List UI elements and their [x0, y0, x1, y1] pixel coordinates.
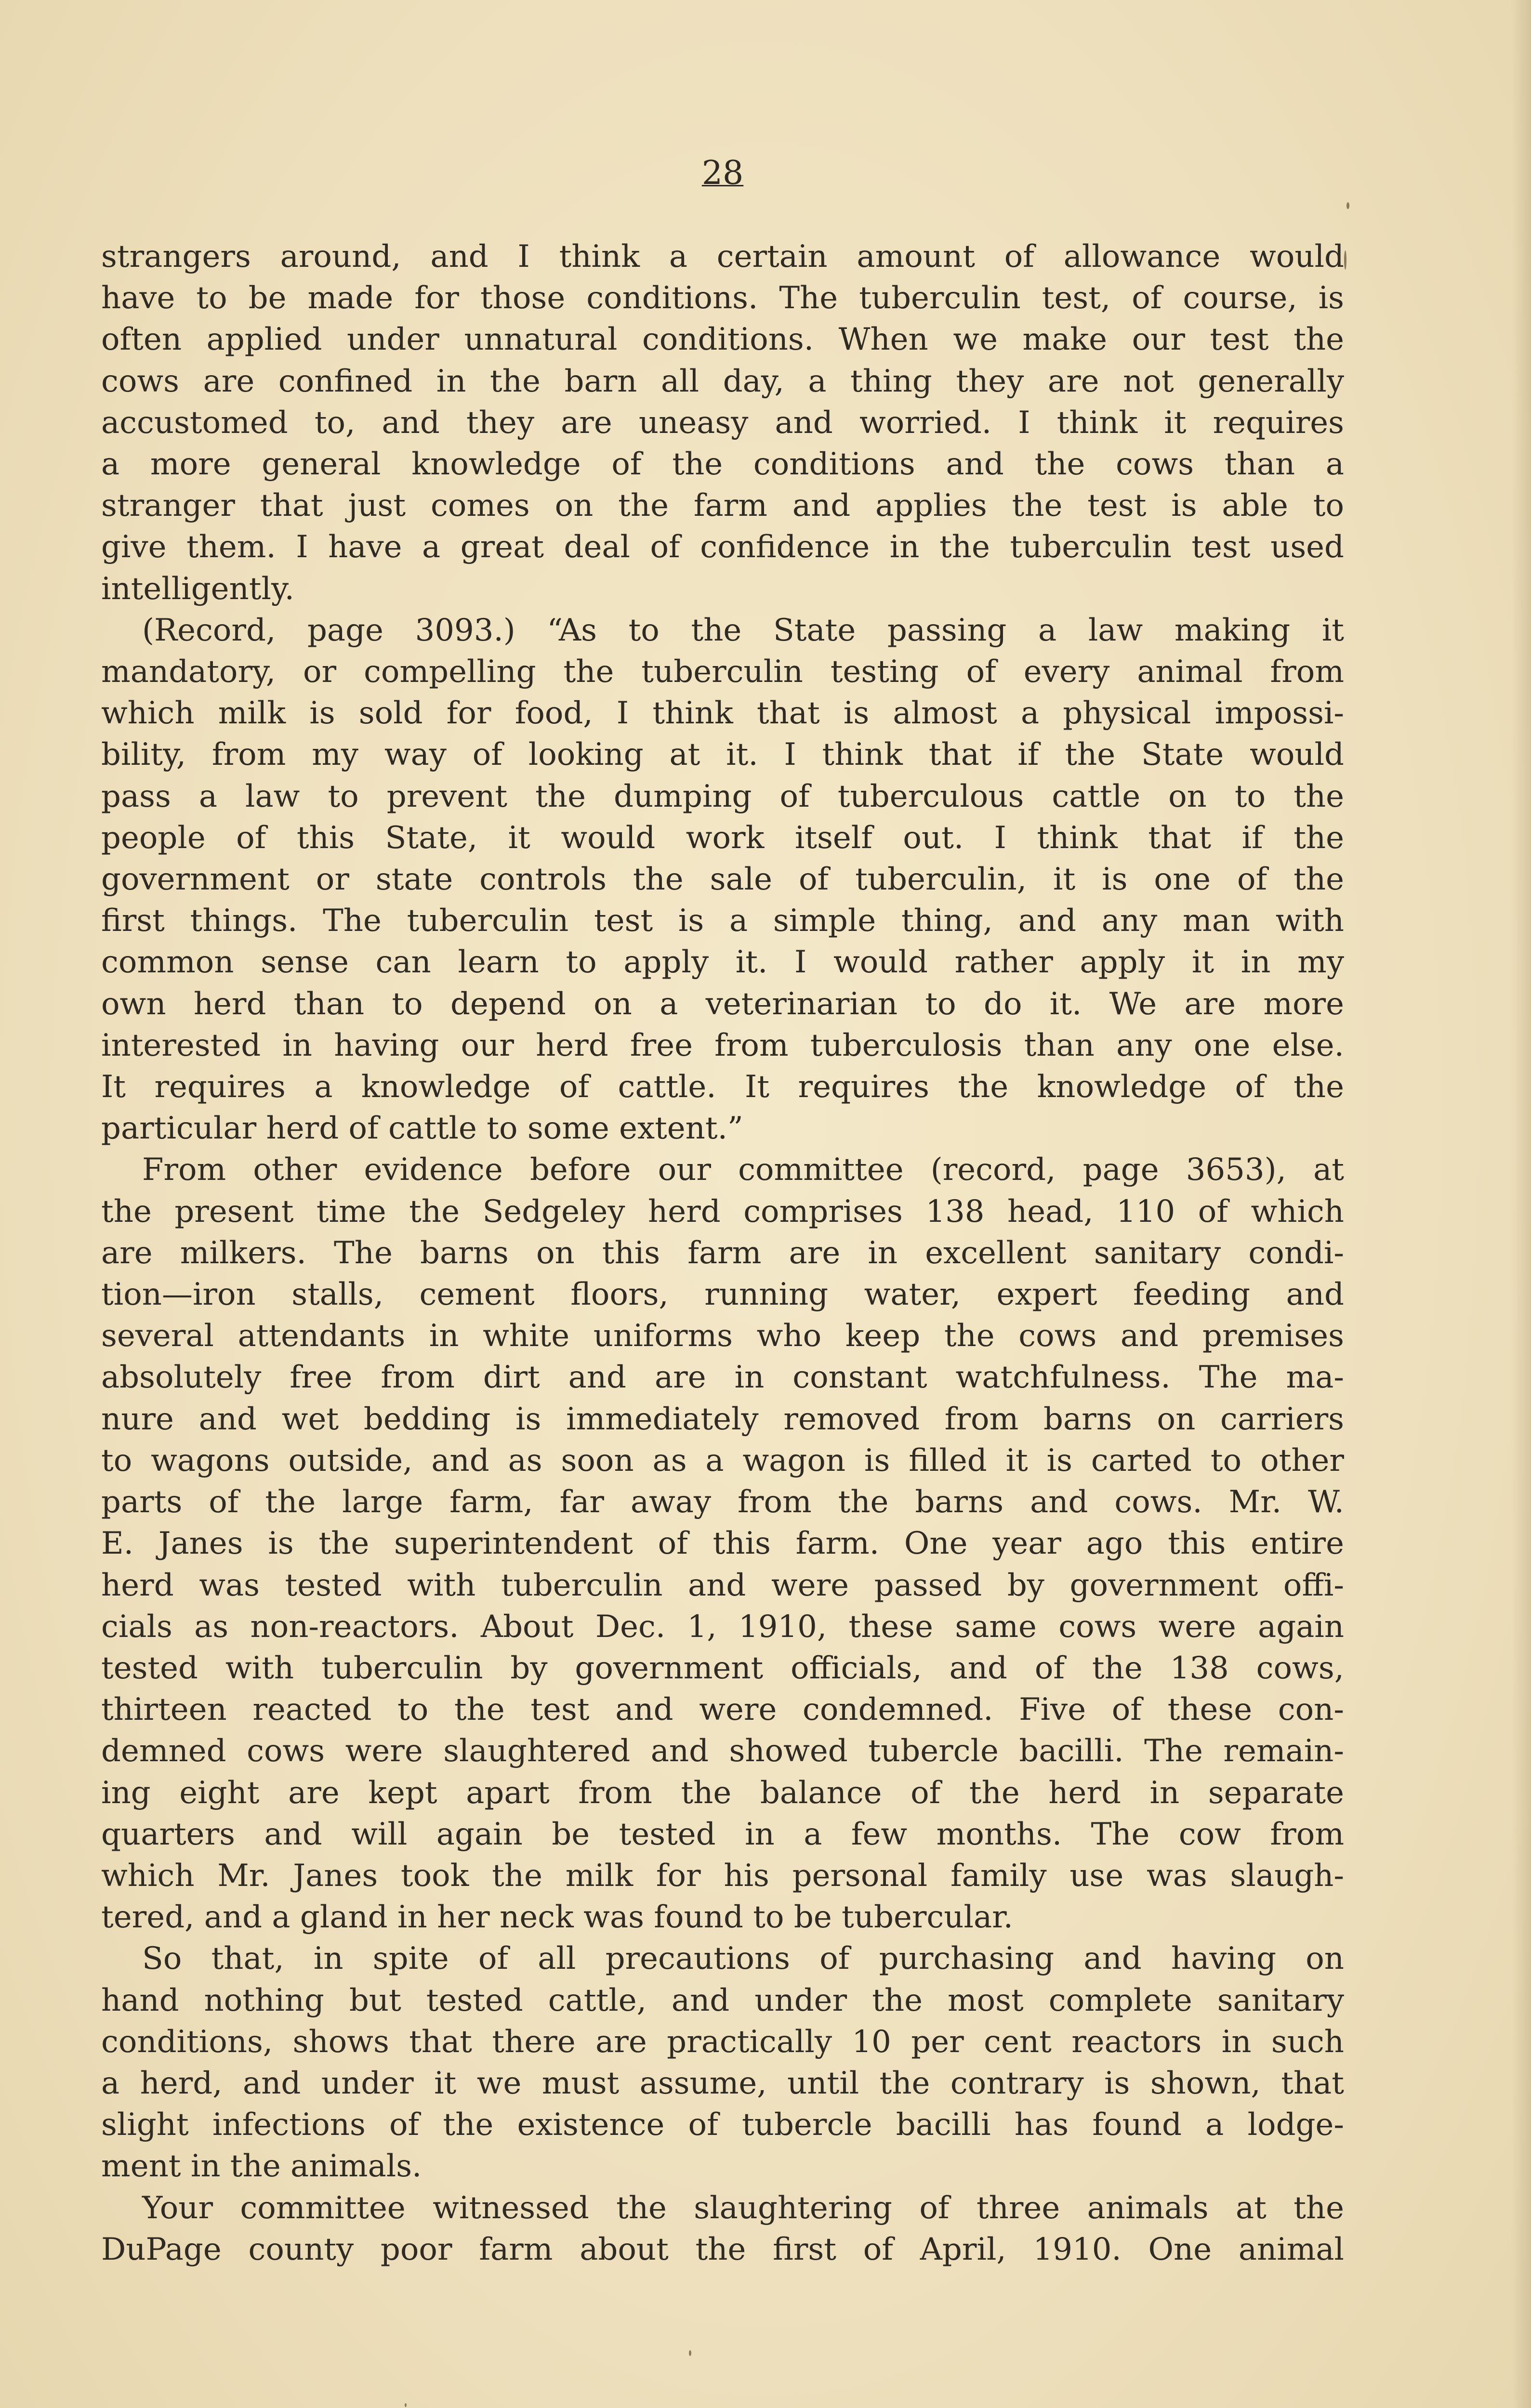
page-number: 28 — [701, 154, 744, 192]
scan-speck — [405, 2403, 407, 2407]
text-line: pass a law to prevent the dumping of tuberculous cattle on to the — [101, 778, 1344, 814]
text-line: cials as non-reactors. About Dec. 1, 1910, these same cows were again — [101, 1609, 1344, 1645]
text-line: slight infections of the existence of tubercle bacilli has found a lodge- — [101, 2107, 1344, 2143]
text-line: It requires a knowledge of cattle. It requires the knowledge of the — [101, 1069, 1344, 1105]
text-line: herd was tested with tuberculin and were passed by government offi- — [101, 1567, 1344, 1603]
text-line: Your committee witnessed the slaughtering of three animals at the — [142, 2190, 1344, 2226]
paragraph-5 — [101, 2187, 1344, 2270]
text-line: which milk is sold for food, I think that is almost a physical impossi- — [101, 695, 1344, 732]
text-line: absolutely free from dirt and are in constant watchfulness. The ma- — [101, 1360, 1344, 1396]
text-line: parts of the large farm, far away from the barns and cows. Mr. W. — [101, 1484, 1344, 1520]
text-line: ment in the animals. — [101, 2148, 422, 2185]
text-line: quarters and will again be tested in a few months. The cow from — [101, 1816, 1344, 1852]
scan-speck — [1346, 202, 1349, 209]
body-text — [101, 236, 1344, 2270]
page-edge-shadow — [1512, 0, 1531, 2408]
text-line: a herd, and under it we must assume, until the contrary is shown, that — [101, 2065, 1344, 2101]
text-line: E. Janes is the superintendent of this farm. One year ago this entire — [101, 1526, 1344, 1562]
text-line: own herd than to depend on a veterinarian to do it. We are more — [101, 986, 1344, 1022]
text-line: strangers around, and I think a certain amount of allowance would — [101, 239, 1344, 275]
text-line: stranger that just comes on the farm and applies the test is able to — [101, 488, 1344, 524]
text-line: a more general knowledge of the conditions and the cows than a — [101, 446, 1344, 483]
text-line: From other evidence before our committee (record, page 3653), at — [142, 1152, 1344, 1188]
paragraph-2 — [101, 610, 1344, 1150]
text-line: are milkers. The barns on this farm are in excellent sanitary condi- — [101, 1235, 1344, 1271]
text-line: DuPage county poor farm about the first of April, 1910. One animal — [101, 2231, 1344, 2267]
text-line: several attendants in white uniforms who keep the cows and premises — [101, 1318, 1344, 1354]
text-line: tion—iron stalls, cement floors, running water, expert feeding and — [101, 1277, 1344, 1313]
text-line: to wagons outside, and as soon as a wagon is filled it is carted to other — [101, 1442, 1344, 1479]
paragraph-1 — [101, 236, 1344, 610]
text-line: government or state controls the sale of tuberculin, it is one of the — [101, 862, 1344, 898]
text-line: mandatory, or compelling the tuberculin testing of every animal from — [101, 654, 1344, 690]
text-line: give them. I have a great deal of confidence in the tuberculin test used — [101, 529, 1344, 565]
text-line: bility, from my way of looking at it. I think that if the State would — [101, 737, 1344, 773]
text-line: tered, and a gland in her neck was found to be tubercular. — [101, 1899, 1013, 1936]
text-line: intelligently. — [101, 571, 294, 607]
text-line: first things. The tuberculin test is a simple thing, and any man with — [101, 903, 1344, 939]
text-line: ing eight are kept apart from the balance of the herd in separate — [101, 1775, 1344, 1811]
text-line: particular herd of cattle to some extent.” — [101, 1111, 743, 1147]
paragraph-3 — [101, 1149, 1344, 1938]
text-line: have to be made for those conditions. The tuberculin test, of course, is — [101, 280, 1344, 316]
text-line: So that, in spite of all precautions of purchasing and having on — [142, 1941, 1344, 1977]
paragraph-4 — [101, 1938, 1344, 2187]
text-line: often applied under unnatural conditions. When we make our test the — [101, 322, 1344, 358]
text-line: which Mr. Janes took the milk for his personal family use was slaugh- — [101, 1858, 1344, 1894]
text-line: (Record, page 3093.) “As to the State passing a law making it — [142, 612, 1344, 648]
text-line: demned cows were slaughtered and showed tubercle bacilli. The remain- — [101, 1733, 1344, 1769]
text-line: nure and wet bedding is immediately removed from barns on carriers — [101, 1401, 1344, 1437]
text-line: people of this State, it would work itself out. I think that if the — [101, 820, 1344, 856]
text-line: conditions, shows that there are practically 10 per cent reactors in such — [101, 2024, 1344, 2060]
text-line: the present time the Sedgeley herd comprises 138 head, 110 of which — [101, 1193, 1344, 1230]
text-line: tested with tuberculin by government officials, and of the 138 cows, — [101, 1650, 1344, 1686]
text-line: cows are confined in the barn all day, a thing they are not generally — [101, 363, 1344, 399]
scan-speck — [689, 2350, 691, 2356]
text-line: accustomed to, and they are uneasy and worried. I think it requires — [101, 405, 1344, 441]
text-line: thirteen reacted to the test and were condemned. Five of these con- — [101, 1692, 1344, 1728]
text-line: interested in having our herd free from tuberculosis than any one else. — [101, 1027, 1344, 1063]
text-line: hand nothing but tested cattle, and under the most complete sanitary — [101, 1982, 1344, 2018]
text-line: common sense can learn to apply it. I would rather apply it in my — [101, 944, 1344, 981]
scan-speck — [1344, 250, 1346, 270]
